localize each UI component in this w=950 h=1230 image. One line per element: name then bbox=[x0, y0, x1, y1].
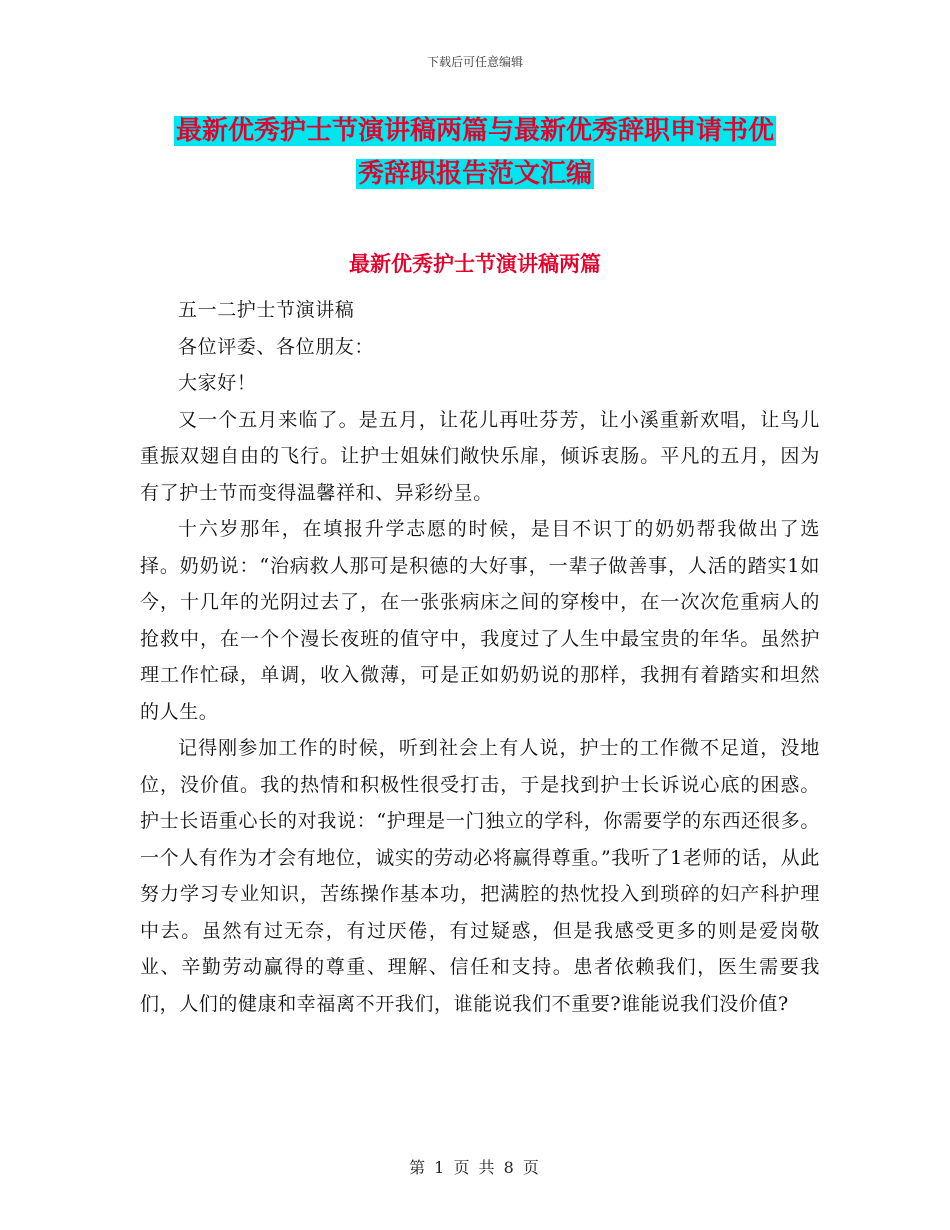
header-note: 下载后可任意编辑 bbox=[426, 55, 523, 69]
page-footer: 第 1 页 共 8 页 bbox=[409, 1158, 541, 1177]
document-title-line-2 bbox=[0, 155, 950, 193]
paragraph: 十六岁那年，在填报升学志愿的时候，是目不识丁的奶奶帮我做出了选择。奶奶说：“治病救人那可是积德的大好事，一辈子做善事，人活的踏实1如今，十几年的光阴过去了，在一张张病床之间的穿梭中，在一次次危重病人的抢救中，在一个个漫长夜班的值守中，我度过了人生中最宝贵的年华。虽然护理工作忙碌，单调，收入微薄，可是正如奶奶说的那样，我拥有着踏实和坦然的人生。 bbox=[140, 518, 820, 723]
paragraph: 各位评委、各位朋友： bbox=[178, 335, 375, 358]
title-highlight-1: 最新优秀护士节演讲稿两篇与最新优秀辞职申请书优 bbox=[175, 116, 774, 146]
body-text bbox=[140, 292, 820, 1022]
paragraph: 又一个五月来临了。是五月，让花儿再吐芬芳，让小溪重新欢唱，让鸟儿重振双翅自由的飞行。让护士姐妹们敞快乐扉，倾诉衷肠。平凡的五月，因为有了护士节而变得温馨祥和、异彩纷呈。 bbox=[140, 408, 820, 504]
document-title-line-1 bbox=[0, 112, 950, 150]
section-title: 最新优秀护士节演讲稿两篇 bbox=[349, 252, 601, 276]
paragraph: 记得刚参加工作的时候，听到社会上有人说，护士的工作微不足道，没地位，没价值。我的热情和积极性很受打击，于是找到护士长诉说心底的困惑。护士长语重心长的对我说：“护理是一门独立的学科，你需要学的东西还很多。一个人有作为才会有地位，诚实的劳动必将赢得尊重。”我听了1老师的话，从此努力学习专业知识，苦练操作基本功，把满腔的热忱投入到琐碎的妇产科护理中去。虽然有过无奈，有过厌倦，有过疑惑，但是我感受更多的则是爱岗敬业、辛勤劳动赢得的尊重、理解、信任和支持。患者依赖我们，医生需要我们，人们的健康和幸福离不开我们，谁能说我们不重要?谁能说我们没价值? bbox=[140, 737, 820, 1015]
title-highlight-2: 秀辞职报告范文汇编 bbox=[357, 159, 592, 189]
paragraph: 五一二护士节演讲稿 bbox=[178, 299, 355, 321]
paragraph: 大家好！ bbox=[178, 372, 257, 394]
